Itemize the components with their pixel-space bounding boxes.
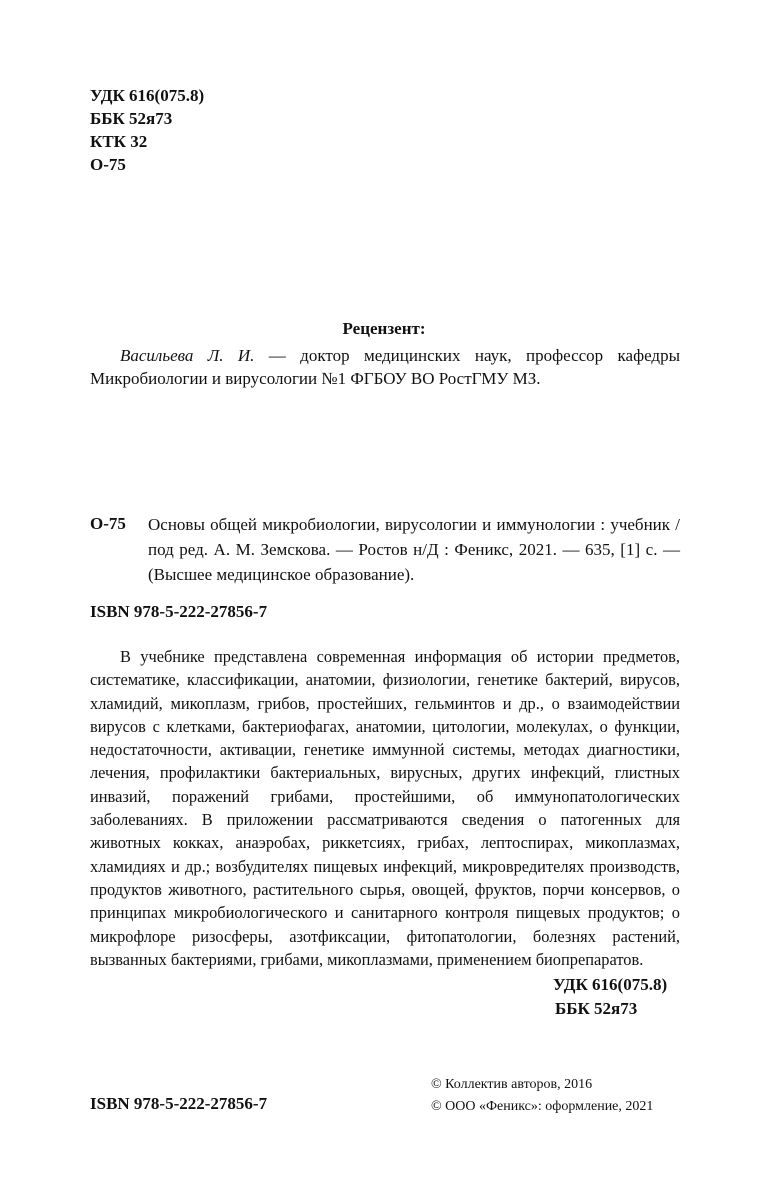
copyright-block [431, 1074, 653, 1118]
copyright-authors: © Коллектив авторов, 2016 [431, 1077, 593, 1092]
isbn-top: ISBN 978-5-222-27856-7 [90, 602, 268, 621]
right-classification-codes [553, 973, 667, 1021]
isbn-bottom: ISBN 978-5-222-27856-7 [90, 1094, 268, 1113]
bibliographic-code: О-75 [90, 514, 126, 533]
reviewer-description: — доктор медицинских наук, профессор кафедры Микробиологии и вирусологии №1 ФГБОУ ВО РостГМУ МЗ. [90, 346, 681, 388]
copyright-publisher: © ООО «Феникс»: оформление, 2021 [431, 1099, 654, 1114]
reviewer-info [90, 344, 680, 390]
bibliographic-entry: Основы общей микробиологии, вирусологии и иммунологии : учебник / под ред. А. М. Земскова. — Ростов н/Д : Феникс, 2021. — 635, [1] с. — (Высшее медицинское образование). [148, 515, 680, 584]
author-sign: О-75 [90, 155, 126, 174]
abstract-text: В учебнике представлена современная информация об истории предметов, систематике, классификации, анатомии, физиологии, генетике бактерий, вирусов, хламидий, микоплазм, грибов, простейших, гельминтов и др., о взаимодействии вирусов с клетками, бактериофагах, анатомии, цитологии, молекулах, о функции, недостаточности, активации, генетике иммунной системы, методах диагностики, лечения, профилактики бактериальных, вирусных, других инфекций, глистных инвазий, поражений грибами, простейшими, об иммунопатологических заболеваниях. В приложении рассматриваются сведения о патогенных для животных кокках, анаэробах, риккетсиях, грибах, лептоспирах, микоплазмах, хламидиях и др.; возбудителях пищевых инфекций, микровредителях производств, продуктов животного, растительного сырья, овощей, фруктов, порчи консервов, о принципах микробиологического и санитарного контроля пищевых продуктов; о микрофлоре ризосферы, азотфиксации, фитопатологии, болезнях растений, вызванных бактериями, грибами, микоплазмами, применением биопрепаратов. [90, 647, 680, 969]
ktk-code: КТК 32 [90, 132, 148, 151]
udk-code: УДК 616(075.8) [90, 86, 205, 105]
classification-codes [90, 84, 204, 176]
right-bbk-code: ББК 52я73 [555, 999, 638, 1018]
reviewer-name: Васильева Л. И. [120, 346, 255, 365]
bbk-code: ББК 52я73 [90, 109, 173, 128]
right-udk-code: УДК 616(075.8) [553, 975, 668, 994]
reviewer-heading: Рецензент: [342, 319, 426, 338]
